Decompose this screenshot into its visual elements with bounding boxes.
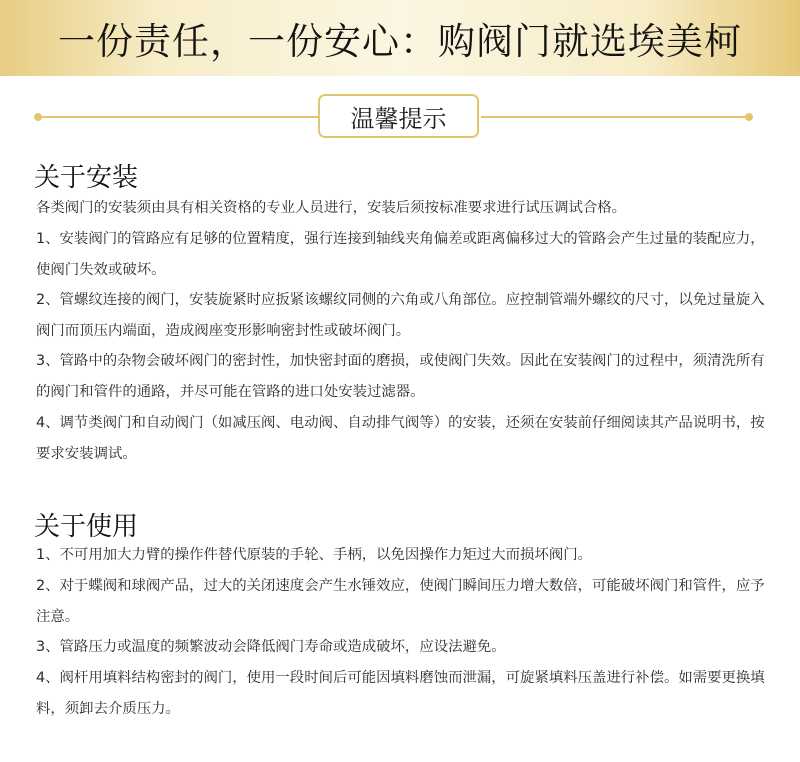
tip-badge <box>318 94 479 138</box>
install-item-2: 2、管螺纹连接的阀门，安装旋紧时应扳紧该螺纹同侧的六角或八角部位。应控制管端外螺纹的尺寸，以免过量旋入阀门而顶压内端面，造成阀座变形影响密封性或破坏阀门。 <box>36 292 765 339</box>
install-intro: 各类阀门的安装须由具有相关资格的专业人员进行，安装后须按标准要求进行试压调试合格。 <box>36 200 627 216</box>
usage-item-1: 1、不可用加大力臂的操作件替代原装的手轮、手柄，以免因操作力矩过大而损坏阀门。 <box>36 547 593 563</box>
usage-section-title: 关于使用 <box>34 512 139 542</box>
divider-dot-right <box>745 113 753 121</box>
divider-dot-left <box>34 113 42 121</box>
header-banner <box>0 0 800 76</box>
divider-right <box>481 116 749 118</box>
usage-item-3: 3、管路压力或温度的频繁波动会降低阀门寿命或造成破坏，应设法避免。 <box>36 639 506 655</box>
tip-header <box>0 92 800 142</box>
usage-item-2: 2、对于蝶阀和球阀产品，过大的关闭速度会产生水锤效应，使阀门瞬间压力增大数倍，可能破坏阀门和管件，应予注意。 <box>36 578 765 625</box>
banner-title: 一份责任，一份安心：购阀门就选埃美柯 <box>58 20 742 63</box>
install-item-4: 4、调节类阀门和自动阀门（如减压阀、电动阀、自动排气阀等）的安装，还须在安装前仔细阅读其产品说明书，按要求安装调试。 <box>36 415 765 462</box>
tip-label: 温馨提示 <box>350 104 447 133</box>
install-section-title: 关于安装 <box>34 163 139 193</box>
install-item-1: 1、安装阀门的管路应有足够的位置精度，强行连接到轴线夹角偏差或距离偏移过大的管路会产生过量的装配应力，使阀门失效或破坏。 <box>36 231 765 278</box>
install-item-3: 3、管路中的杂物会破坏阀门的密封性，加快密封面的磨损，或使阀门失效。因此在安装阀门的过程中，须清洗所有的阀门和管件的通路，并尽可能在管路的进口处安装过滤器。 <box>36 353 765 400</box>
usage-item-4: 4、阀杆用填料结构密封的阀门，使用一段时间后可能因填料磨蚀而泄漏，可旋紧填料压盖进行补偿。如需要更换填料，须卸去介质压力。 <box>36 670 765 717</box>
divider-left <box>38 116 318 118</box>
